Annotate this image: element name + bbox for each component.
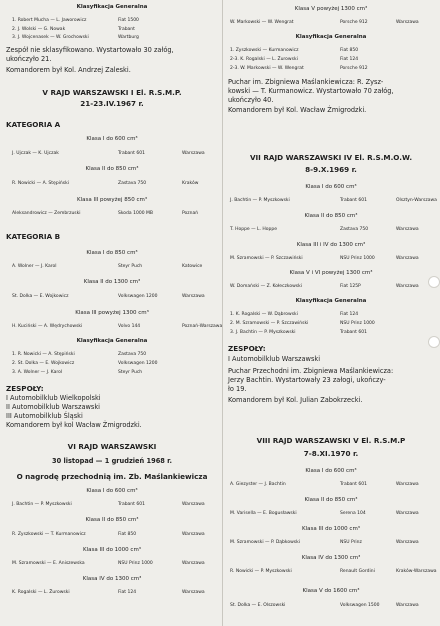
home-city: Warszawa — [396, 482, 419, 487]
result-row — [6, 502, 218, 508]
punch-hole-top — [428, 276, 440, 288]
result-row — [228, 48, 434, 54]
class-heading: Klasa II do 850 cm³ — [85, 166, 139, 172]
car-model: Trabant — [118, 27, 135, 32]
result-row — [228, 66, 434, 72]
crew-names: 3. J. Wojcenasek — W. Grochowski — [12, 35, 89, 40]
crew-names: H. Kuciński — A. Wędrychowski — [12, 324, 83, 329]
result-row — [228, 569, 437, 575]
car-model: Volkswagen 1500 — [340, 603, 380, 608]
crew-names: R. Nowicki — A. Stępiński — [12, 181, 69, 186]
paragraph-line: Komandorem był Kol. Wacław Żmigrodzki. — [228, 106, 367, 114]
car-model: Skoda 1000 MB — [118, 211, 153, 216]
crew-names: K. Rogalski — L. Żurowski — [12, 590, 70, 595]
class-heading: Klasa I do 600 cm³ — [305, 184, 357, 190]
paragraph-line: Jerzy Bachtin. Wystartowały 23 załogi, ukończy- — [228, 376, 386, 384]
paragraph-line: kowski — T. Kurmanowicz. Wystartowało 70 załóg, — [228, 87, 394, 95]
home-city: Warszawa — [182, 294, 205, 299]
class-heading: Klasa II do 850 cm³ — [304, 497, 358, 503]
class-heading: Klasa I do 600 cm³ — [305, 468, 357, 474]
crew-names: R. Nowicki — P. Myszkowski — [230, 569, 292, 574]
result-row — [6, 361, 218, 367]
result-row — [228, 312, 434, 318]
result-row — [228, 284, 434, 290]
class-heading: Klasa I do 600 cm³ — [86, 136, 138, 142]
crew-names: T. Hoppe — L. Hoppe — [230, 227, 278, 232]
crew-names: 2. J. Wolski — G. Nowak — [12, 27, 66, 32]
crew-names: W. Markowski — W. Wengrat — [230, 20, 294, 25]
car-model: NSU Prinz 1000 — [340, 321, 375, 326]
class-heading: Klasa II do 850 cm³ — [85, 517, 139, 523]
result-row — [228, 540, 434, 546]
result-row — [6, 18, 218, 24]
crew-names: J. Bachtin — P. Myszkowski — [230, 198, 290, 203]
paragraph-line: Komandorem był Kol. Andrzej Zaleski. — [6, 66, 131, 74]
classification-heading: Klasyfikacja Generalna — [295, 34, 367, 40]
car-model: Trabant 601 — [340, 330, 367, 335]
paragraph-line: I Automobilklub Wielkopolski — [6, 394, 101, 402]
rally-title: 21-23.IV.1967 r. — [80, 99, 144, 108]
crew-names: A. Wolner — J. Karol — [12, 264, 57, 269]
class-heading: Klasa I do 600 cm³ — [86, 488, 138, 494]
crew-names: M. Varisella — E. Bogusławski — [230, 511, 297, 516]
crew-names: 2. M. Szramowski — P. Szczawiński — [230, 321, 309, 326]
rally-title: V RAJD WARSZAWSKI I El. R.S.M.P. — [42, 88, 182, 97]
home-city: Warszawa — [182, 151, 205, 156]
result-row — [6, 590, 218, 596]
home-city: Poznań — [182, 211, 199, 216]
result-row — [228, 198, 437, 204]
crew-names: 1. Robert Mucha — L. Jaworowicz — [12, 18, 87, 23]
paragraph-line: II Automobilklub Warszawski — [6, 403, 100, 411]
car-model: Zastava 750 — [118, 181, 147, 186]
section-heading: KATEGORIA B — [6, 232, 61, 241]
car-model: Fiat 1500 — [118, 18, 139, 23]
car-model: Porsche 912 — [340, 66, 368, 71]
result-row — [6, 324, 223, 330]
result-row — [228, 256, 434, 262]
car-model: Trabant 601 — [340, 198, 367, 203]
crew-names: 1. K. Rogalski — W. Dąbrowski — [230, 312, 298, 317]
crew-names: 3. J. Bachtin — P. Myszkowski — [230, 330, 296, 335]
crew-names: R. Zyszkowski — T. Kurmanowicz — [12, 532, 86, 537]
home-city: Warszawa — [182, 590, 205, 595]
class-heading: Klasa IV do 1300 cm³ — [82, 576, 142, 582]
car-model: Steyr Puch — [118, 264, 143, 269]
column-divider — [222, 0, 223, 626]
crew-names: St. Dolka — E. Wojkowicz — [12, 294, 69, 299]
class-heading: Klasa III do 1000 cm³ — [301, 526, 361, 532]
class-heading: Klasa I do 850 cm³ — [86, 250, 138, 256]
car-model: Trabant 601 — [118, 151, 145, 156]
crew-names: M. Szramowski — P. Szczawiński — [230, 256, 303, 261]
result-row — [6, 211, 218, 217]
class-heading: Klasa III powyżej 850 cm³ — [76, 197, 148, 203]
car-model: NSU Prinz — [340, 540, 362, 545]
result-row — [228, 511, 434, 517]
crew-names: Aleksandrowicz — Zembrzuski — [12, 211, 81, 216]
car-model: Volkswagen 1200 — [118, 361, 158, 366]
result-row — [6, 27, 218, 33]
class-heading: Klasa II do 850 cm³ — [304, 213, 358, 219]
punch-hole-bottom — [428, 336, 440, 348]
car-model: Fiat 124 — [340, 57, 359, 62]
car-model: Wartburg — [118, 35, 139, 40]
rally-title: 8-9.X.1969 r. — [305, 165, 357, 174]
car-model: Zastava 750 — [118, 352, 147, 357]
result-row — [228, 482, 434, 488]
result-row — [228, 330, 434, 336]
result-row — [6, 264, 218, 270]
section-heading: ZESPOŁY: — [228, 344, 266, 353]
class-heading: Klasa III i IV do 1300 cm³ — [296, 242, 366, 248]
class-heading: Klasa V powyżej 1300 cm³ — [294, 6, 368, 12]
home-city: Olsztyn-Warszawa — [396, 198, 437, 203]
rally-title: O nagrodę przechodnią im. Zb. Maślankiewicza — [16, 472, 208, 481]
car-model: NSU Prinz 1000 — [118, 561, 153, 566]
car-model: Trabant 601 — [340, 482, 367, 487]
home-city: Kraków — [182, 181, 199, 186]
classification-heading: Klasyfikacja Generalna — [76, 4, 148, 10]
home-city: Warszawa — [396, 227, 419, 232]
result-row — [228, 20, 434, 26]
car-model: Volvo 144 — [118, 324, 141, 329]
crew-names: W. Domański — Z. Kołeczkowski — [230, 284, 302, 289]
paragraph-line: Zespół nie sklasyfikowano. Wystartowało 30 załóg, — [6, 46, 174, 54]
home-city: Warszawa — [396, 256, 419, 261]
paragraph-line: ukończyło 40. — [228, 96, 274, 104]
car-model: Fiat 124 — [118, 590, 137, 595]
home-city: Warszawa — [396, 20, 419, 25]
paragraph-line: Komandorem był Kol. Julian Zabokrzecki. — [228, 396, 363, 404]
car-model: NSU Prinz 1000 — [340, 256, 375, 261]
result-row — [6, 181, 218, 187]
home-city: Katowice — [182, 264, 203, 269]
crew-names: 1. Zyszkowski — Kurmanowicz — [230, 48, 299, 53]
car-model: Fiat 124 — [340, 312, 359, 317]
home-city: Warszawa — [182, 532, 205, 537]
crew-names: M. Szramowski — E. Aniszewska — [12, 561, 85, 566]
result-row — [228, 603, 434, 609]
result-row — [228, 321, 434, 327]
section-heading: ZESPOŁY: — [6, 384, 44, 393]
class-heading: Klasa V do 1600 cm³ — [302, 588, 360, 594]
crew-names: J. Ujczak — K. Ujczak — [12, 151, 59, 156]
result-row — [228, 227, 434, 233]
car-model: Volkswagen 1200 — [118, 294, 158, 299]
car-model: Serena 104 — [340, 511, 366, 516]
paragraph-line: ukończyło 21. — [6, 55, 52, 63]
class-heading: Klasa II do 1300 cm³ — [83, 279, 141, 285]
result-row — [6, 532, 218, 538]
paragraph-line: III Automobilklub Śląski — [6, 412, 83, 420]
crew-names: 1. R. Nowicki — A. Stępiński — [12, 352, 75, 357]
class-heading: Klasa III do 1000 cm³ — [82, 547, 142, 553]
car-model: Steyr Puch — [118, 370, 143, 375]
car-model: Trabant 601 — [118, 502, 145, 507]
crew-names: 2-3. K. Rogalski — L. Żurowski — [230, 57, 298, 62]
paragraph-line: Puchar Przechodni im. Zbigniewa Maślankiewicza: — [228, 367, 394, 375]
result-row — [6, 370, 218, 376]
classification-heading: Klasyfikacja Generalna — [76, 338, 148, 344]
crew-names: M. Szramowski — P. Dąbkowski — [230, 540, 300, 545]
crew-names: 2. St. Dolka — E. Wojkowicz — [12, 361, 75, 366]
classification-heading: Klasyfikacja Generalna — [295, 298, 367, 304]
car-model: Porsche 912 — [340, 20, 368, 25]
car-model: Renault Gordini — [340, 569, 375, 574]
crew-names: St. Dolka — E. Olszowski — [230, 603, 286, 608]
crew-names: 3. A. Wolner — J. Karol — [12, 370, 63, 375]
rally-title: 7-8.XI.1970 r. — [303, 449, 359, 458]
rally-title: VIII RAJD WARSZAWSKI V El. R.S.M.P — [256, 436, 406, 445]
paragraph-line: ło 19. — [228, 385, 247, 393]
home-city: Warszawa — [396, 603, 419, 608]
paragraph-line: 30 listopad — 1 grudzień 1968 r. — [52, 457, 172, 465]
home-city: Warszawa — [396, 540, 419, 545]
car-model: Fiat 850 — [340, 48, 359, 53]
rally-title: VII RAJD WARSZAWSKI IV El. R.S.M.O.W. — [249, 153, 413, 162]
home-city: Warszawa — [396, 284, 419, 289]
class-heading: Klasa V i VI powyżej 1300 cm³ — [289, 270, 373, 276]
crew-names: A. Giezyster — J. Bachtin — [230, 482, 286, 487]
home-city: Warszawa — [182, 561, 205, 566]
paragraph-line: I Automobilklub Warszawski — [228, 355, 321, 363]
rally-title: VI RAJD WARSZAWSKI — [67, 442, 157, 451]
result-row — [228, 57, 434, 63]
car-model: Zastava 750 — [340, 227, 369, 232]
car-model: Fiat 125P — [340, 284, 361, 289]
paragraph-line: Puchar im. Zbigniewa Maślankiewicza: R. Zysz- — [228, 78, 384, 86]
result-row — [6, 352, 218, 358]
crew-names: 2-3. W. Markowski — W. Wengrat — [230, 66, 304, 71]
result-row — [6, 35, 218, 41]
paragraph-line: Komandorem był kol Wacław Żmigrodzki. — [6, 421, 142, 429]
result-row — [6, 561, 218, 567]
class-heading: Klasa III powyżej 1300 cm³ — [75, 310, 149, 316]
crew-names: J. Bachtin — P. Myszkowski — [12, 502, 72, 507]
result-row — [6, 151, 218, 157]
home-city: Kraków-Warszawa — [396, 569, 437, 574]
section-heading: KATEGORIA A — [6, 120, 61, 129]
home-city: Warszawa — [182, 502, 205, 507]
result-row — [6, 294, 218, 300]
class-heading: Klasa IV do 1300 cm³ — [301, 555, 361, 561]
home-city: Warszawa — [396, 511, 419, 516]
home-city: Poznań-Warszawa — [182, 324, 223, 329]
car-model: Fiat 850 — [118, 532, 137, 537]
